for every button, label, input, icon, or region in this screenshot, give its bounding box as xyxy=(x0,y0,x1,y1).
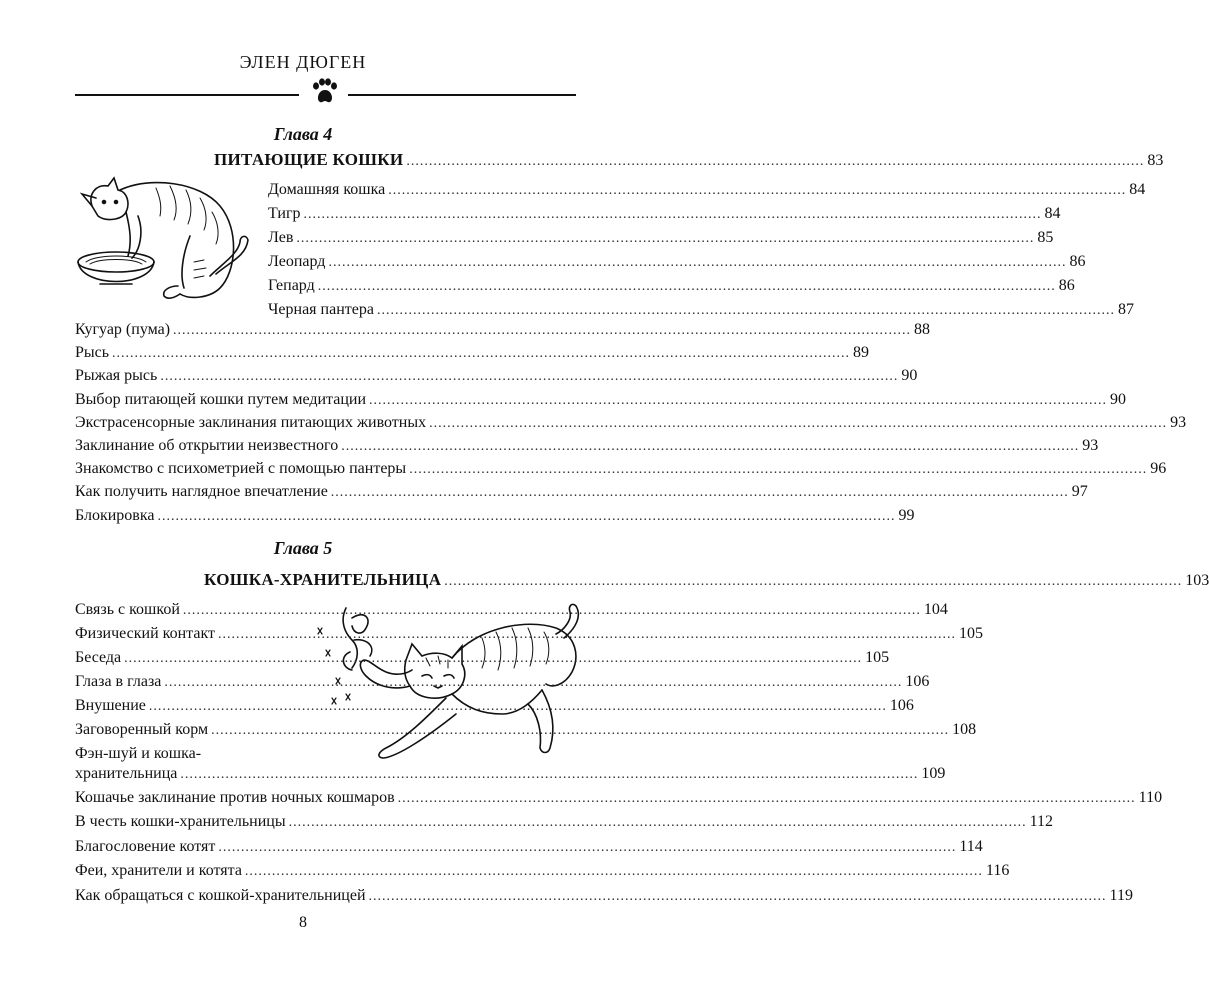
toc-entry[interactable] xyxy=(75,720,977,742)
toc-entry-label: Заклинание об открытии неизвестного xyxy=(75,437,339,454)
toc-page-number: 96 xyxy=(1150,460,1167,478)
toc-page-number: 90 xyxy=(1110,390,1127,408)
toc-entry-label: Рысь xyxy=(75,344,110,362)
toc-entry-label: Благословение котят xyxy=(75,837,216,855)
toc-page-number: 119 xyxy=(1109,886,1133,904)
header-rule-right xyxy=(348,94,576,96)
leader-dots: .................................................................................................................................................................... xyxy=(368,888,1107,904)
chapter-4-title: Глава 4 xyxy=(273,124,333,144)
toc-page-number: 84 xyxy=(1044,205,1061,222)
toc-entry-label: Тигр xyxy=(268,205,301,222)
toc-entry[interactable] xyxy=(75,788,1163,810)
leader-dots: .................................................................................................................................................................... xyxy=(444,574,1183,589)
toc-entry[interactable] xyxy=(75,672,930,694)
leader-dots: .................................................................................................................................................................... xyxy=(112,346,851,362)
toc-entry[interactable] xyxy=(75,886,1133,908)
toc-entry-label: В честь кошки-хранительницы xyxy=(75,813,286,831)
toc-page-number: 88 xyxy=(914,321,931,338)
toc-entry-label: Как обращаться с кошкой-хранительницей xyxy=(75,886,366,904)
toc-entry-label: Кугуар (пума) xyxy=(75,321,171,338)
leader-dots: .................................................................................................................................................................... xyxy=(303,207,1042,222)
toc-entry-label: Блокировка xyxy=(75,506,155,524)
toc-entry[interactable] xyxy=(75,648,890,670)
toc-entry[interactable] xyxy=(75,390,1127,412)
toc-entry[interactable] xyxy=(268,180,1146,202)
leader-dots: .................................................................................................................................................................... xyxy=(397,791,1136,806)
leader-dots: .................................................................................................................................................................... xyxy=(218,627,956,642)
toc-page-number: 103 xyxy=(1185,572,1209,589)
toc-entry[interactable] xyxy=(268,276,1075,298)
leader-dots: .................................................................................................................................................................... xyxy=(211,723,950,738)
toc-entry-label: Внушение xyxy=(75,697,146,714)
toc-entry-label: Черная пантера xyxy=(268,301,374,318)
leader-dots: .................................................................................................................................................................... xyxy=(409,462,1148,478)
toc-page-number: 86 xyxy=(1069,253,1086,270)
cat-with-bowl-illustration xyxy=(70,176,250,312)
running-header: ЭЛЕН ДЮГЕН xyxy=(239,52,367,72)
toc-entry[interactable] xyxy=(75,624,983,646)
toc-entry[interactable] xyxy=(268,228,1054,250)
leader-dots: .................................................................................................................................................................... xyxy=(376,303,1115,318)
toc-entry[interactable] xyxy=(75,764,946,786)
toc-entry-label: Рыжая рысь xyxy=(75,367,158,385)
toc-page-number: 89 xyxy=(853,344,870,362)
toc-entry[interactable] xyxy=(268,252,1086,274)
leader-dots: .................................................................................................................................................................... xyxy=(173,323,912,338)
toc-page-number: 93 xyxy=(1170,413,1187,431)
toc-entry[interactable] xyxy=(75,459,1167,481)
toc-heading-label: КОШКА-ХРАНИТЕЛЬНИЦА xyxy=(204,570,442,589)
toc-page-number: 99 xyxy=(898,506,915,524)
toc-page-number: 104 xyxy=(923,601,948,618)
leader-dots: .................................................................................................................................................................... xyxy=(388,183,1127,198)
toc-page-number: 87 xyxy=(1117,301,1134,318)
toc-page-number: 105 xyxy=(865,649,890,666)
leader-dots: .................................................................................................................................................................... xyxy=(406,154,1145,169)
toc-entry[interactable] xyxy=(268,300,1134,322)
toc-page-number: 90 xyxy=(901,367,918,385)
toc-entry[interactable] xyxy=(75,600,948,622)
leader-dots: .................................................................................................................................................................... xyxy=(244,864,983,880)
toc-page-number: 86 xyxy=(1058,277,1075,294)
page-number: 8 xyxy=(299,914,307,931)
toc-entry[interactable] xyxy=(75,506,915,528)
toc-entry-label: Леопард xyxy=(268,253,326,270)
toc-entry-label: Домашняя кошка xyxy=(268,181,386,198)
leader-dots: .................................................................................................................................................................... xyxy=(288,815,1027,831)
toc-entry-label: хранительница xyxy=(75,765,178,782)
toc-heading-label: ПИТАЮЩИЕ КОШКИ xyxy=(214,150,404,169)
toc-entry-label: Экстрасенсорные заклинания питающих животных xyxy=(75,413,427,431)
leader-dots: .................................................................................................................................................................... xyxy=(148,699,887,714)
leader-dots: .................................................................................................................................................................... xyxy=(218,839,957,855)
toc-entry-label: Глаза в глаза xyxy=(75,673,162,690)
toc-entry[interactable] xyxy=(268,204,1061,226)
toc-page-number: 83 xyxy=(1147,152,1164,169)
toc-page-number: 108 xyxy=(952,721,977,738)
toc-entry-label: Как получить наглядное впечатление xyxy=(75,483,328,501)
leader-dots: .................................................................................................................................................................... xyxy=(160,369,899,385)
leader-dots: .................................................................................................................................................................... xyxy=(157,508,896,524)
toc-entry-label: Кошачье заклинание против ночных кошмаров xyxy=(75,789,395,806)
toc-page-number: 105 xyxy=(959,625,983,642)
toc-entry-label: Связь с кошкой xyxy=(75,601,180,618)
toc-entry[interactable] xyxy=(75,837,983,859)
leader-dots: .................................................................................................................................................................... xyxy=(124,651,863,666)
toc-page-number: 85 xyxy=(1037,229,1054,246)
leader-dots: .................................................................................................................................................................... xyxy=(164,675,903,690)
leader-dots: .................................................................................................................................................................... xyxy=(369,392,1108,408)
toc-page-number: 106 xyxy=(889,697,914,714)
toc-entry-label[interactable]: Фэн-шуй и кошка- xyxy=(75,745,202,762)
toc-page-number: 114 xyxy=(959,837,983,855)
toc-entry[interactable] xyxy=(75,861,1010,883)
toc-entry[interactable] xyxy=(75,482,1088,504)
toc-page-number: 93 xyxy=(1082,437,1099,454)
leader-dots: .................................................................................................................................................................... xyxy=(328,255,1067,270)
leader-dots: .................................................................................................................................................................... xyxy=(182,603,921,618)
toc-entry[interactable] xyxy=(75,320,931,342)
toc-entry[interactable] xyxy=(75,812,1053,834)
leader-dots: .................................................................................................................................................................... xyxy=(330,485,1069,501)
toc-heading-chapter-4[interactable] xyxy=(214,150,1164,172)
toc-entry[interactable] xyxy=(75,366,918,388)
toc-entry-label: Феи, хранители и котята xyxy=(75,862,242,880)
toc-entry[interactable] xyxy=(75,436,1099,458)
toc-entry[interactable] xyxy=(75,696,914,718)
toc-page-number: 106 xyxy=(905,673,930,690)
toc-page-number: 112 xyxy=(1029,813,1053,831)
toc-entry-label: Выбор питающей кошки путем медитации xyxy=(75,390,367,408)
toc-entry[interactable] xyxy=(75,343,870,365)
toc-entry[interactable] xyxy=(75,413,1187,435)
leader-dots: .................................................................................................................................................................... xyxy=(429,415,1168,431)
toc-entry-label: Беседа xyxy=(75,649,122,666)
toc-entry-label: Знакомство с психометрией с помощью пантеры xyxy=(75,460,407,478)
toc-page-number: 109 xyxy=(921,765,946,782)
toc-page-number: 116 xyxy=(985,862,1010,880)
toc-page-number: 110 xyxy=(1138,789,1163,806)
toc-heading-chapter-5[interactable] xyxy=(204,570,1209,592)
toc-entry-label: Заговоренный корм xyxy=(75,721,209,738)
toc-page-number: 97 xyxy=(1071,483,1088,501)
header-rule-left xyxy=(75,94,299,96)
leader-dots: .................................................................................................................................................................... xyxy=(341,439,1080,454)
toc-entry-label: Гепард xyxy=(268,277,315,294)
leader-dots: .................................................................................................................................................................... xyxy=(296,231,1035,246)
toc-page-number: 84 xyxy=(1129,181,1146,198)
toc-entry-label: Физический контакт xyxy=(75,625,215,642)
leader-dots: .................................................................................................................................................................... xyxy=(317,279,1056,294)
leader-dots: .................................................................................................................................................................... xyxy=(180,767,919,782)
toc-entry-label: Лев xyxy=(268,229,294,246)
chapter-5-title: Глава 5 xyxy=(273,538,333,558)
paw-print-icon xyxy=(309,78,339,106)
